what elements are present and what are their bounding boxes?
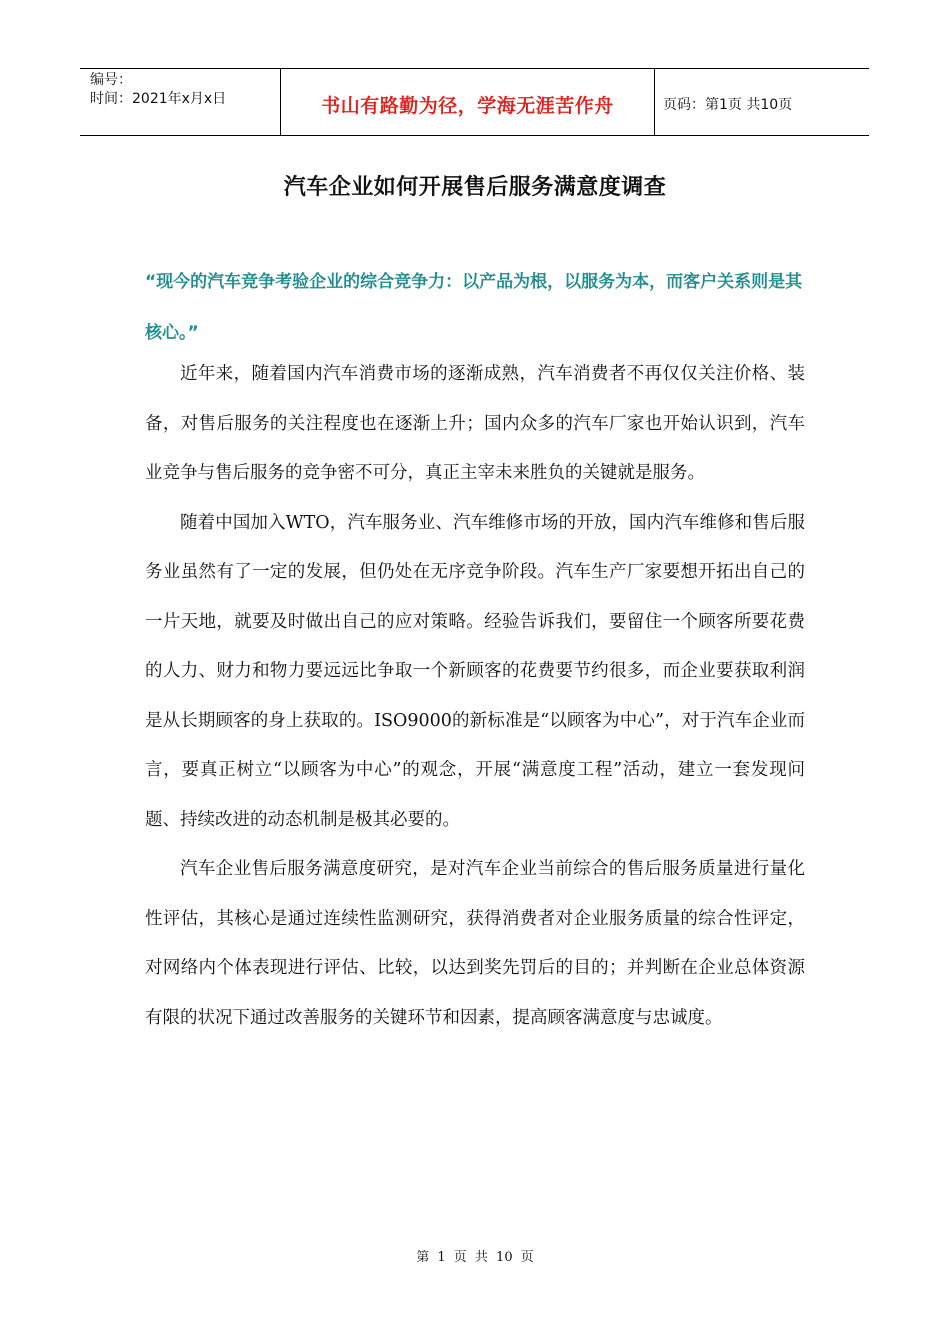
document-number-label: 编号：: [90, 72, 132, 88]
document-body: [145, 350, 805, 1043]
header-page-info: 页码：第1页 共10页: [663, 97, 793, 113]
header-table: [80, 68, 869, 136]
page-footer: 第 1 页 共 10 页: [416, 1250, 534, 1265]
document-date: 时间：2021年x月x日: [90, 91, 227, 107]
header-meta-cell: [80, 69, 281, 135]
paragraph-2: 随着中国加入WTO，汽车服务业、汽车维修市场的开放，国内汽车维修和售后服务业虽然有了一定的发展，但仍处在无序竞争阶段。汽车生产厂家要想开拓出自己的一片天地，就要及时做出自己的应对策略。经验告诉我们，要留住一个顾客所要花费的人力、财力和物力要远远比争取一个新顾客的花费要节约很多，而企业要获取利润是从长期顾客的身上获取的。ISO9000的新标准是“以顾客为中心”，对于汽车企业而言，要真正树立“以顾客为中心”的观念，开展“满意度工程”活动，建立一套发现问题、持续改进的动态机制是极其必要的。: [145, 512, 805, 830]
paragraph-1: 近年来，随着国内汽车消费市场的逐渐成熟，汽车消费者不再仅仅关注价格、装备，对售后服务的关注程度也在逐渐上升；国内众多的汽车厂家也开始认识到，汽车业竞争与售后服务的竞争密不可分，真正主宰未来胜负的关键就是服务。: [145, 364, 805, 483]
paragraph-3: 汽车企业售后服务满意度研究，是对汽车企业当前综合的售后服务质量进行量化性评估，其核心是通过连续性监测研究，获得消费者对企业服务质量的综合性评定，对网络内个体表现进行评估、比较，以达到奖先罚后的目的；并判断在企业总体资源有限的状况下通过改善服务的关键环节和因素，提高顾客满意度与忠诚度。: [145, 859, 805, 1028]
lead-quote: “现今的汽车竞争考验企业的综合竞争力：以产品为根，以服务为本，而客户关系则是其核心。”: [145, 272, 803, 343]
header-motto: 书山有路勤为径，学海无涯苦作舟: [281, 69, 655, 135]
document-title: 汽车企业如何开展售后服务满意度调查: [283, 174, 667, 200]
